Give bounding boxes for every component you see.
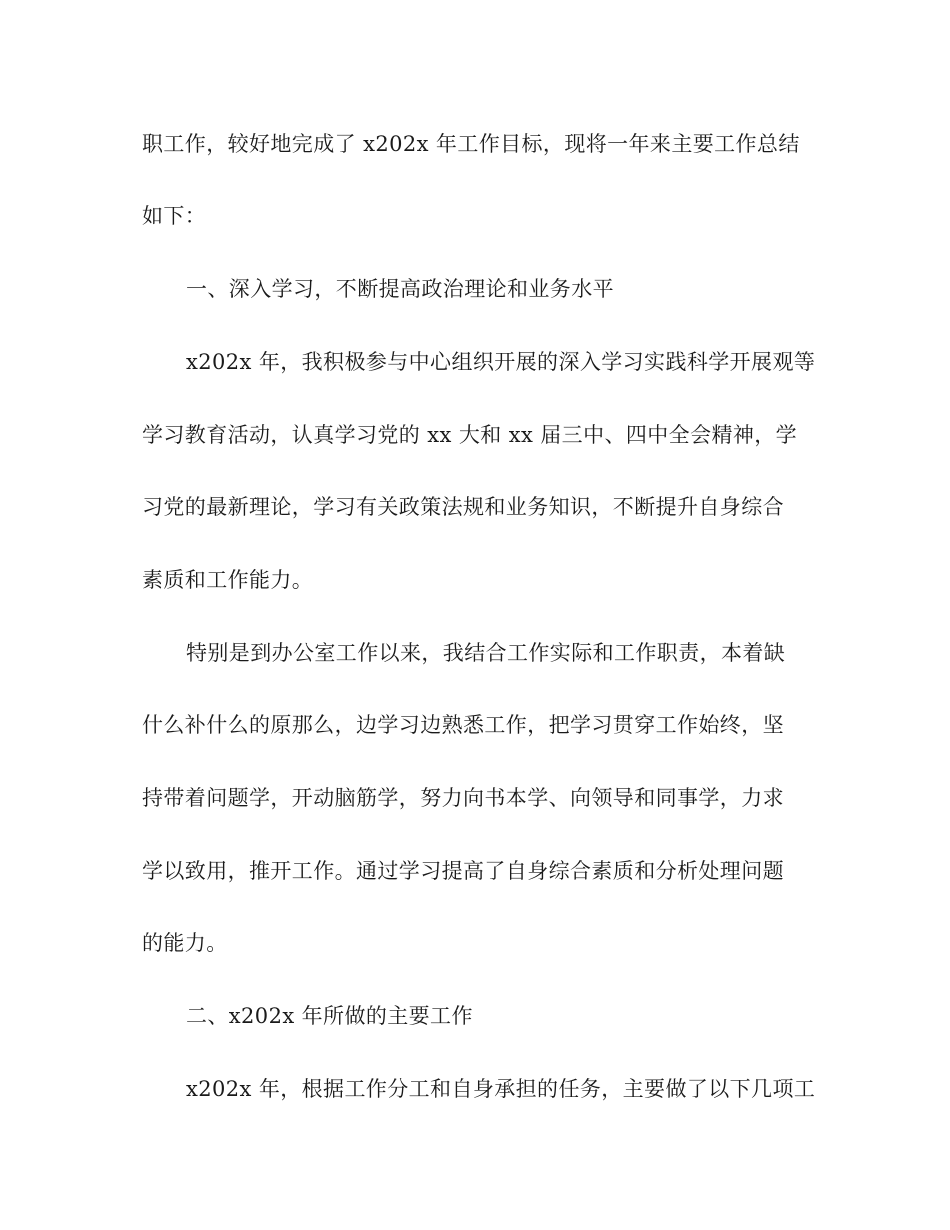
text-line-7: 素质和工作能力。 [142, 568, 314, 592]
text-line-4: x202x 年，我积极参与中心组织开展的深入学习实践科学开展观等 [186, 350, 816, 374]
text-line-9: 什么补什么的原那么，边学习边熟悉工作，把学习贯穿工作始终，坚 [142, 713, 784, 737]
text-line-5: 学习教育活动，认真学习党的 xx 大和 xx 届三中、四中全会精神，学 [142, 423, 798, 447]
text-line-11: 学以致用，推开工作。通过学习提高了自身综合素质和分析处理问题 [142, 859, 784, 883]
text-line-8: 特别是到办公室工作以来，我结合工作实际和工作职责，本着缺 [186, 641, 786, 665]
text-line-12: 的能力。 [142, 931, 228, 955]
section-heading-1: 一、深入学习，不断提高政治理论和业务水平 [186, 277, 614, 301]
text-line-1: 职工作，较好地完成了 x202x 年工作目标，现将一年来主要工作总结 [142, 132, 800, 156]
section-heading-2: 二、x202x 年所做的主要工作 [186, 1004, 473, 1028]
text-line-10: 持带着问题学，开动脑筋学，努力向书本学、向领导和同事学，力求 [142, 786, 784, 810]
text-line-14: x202x 年，根据工作分工和自身承担的任务，主要做了以下几项工 [186, 1077, 816, 1101]
text-line-2: 如下： [142, 204, 207, 228]
text-line-6: 习党的最新理论，学习有关政策法规和业务知识，不断提升自身综合 [142, 495, 784, 519]
